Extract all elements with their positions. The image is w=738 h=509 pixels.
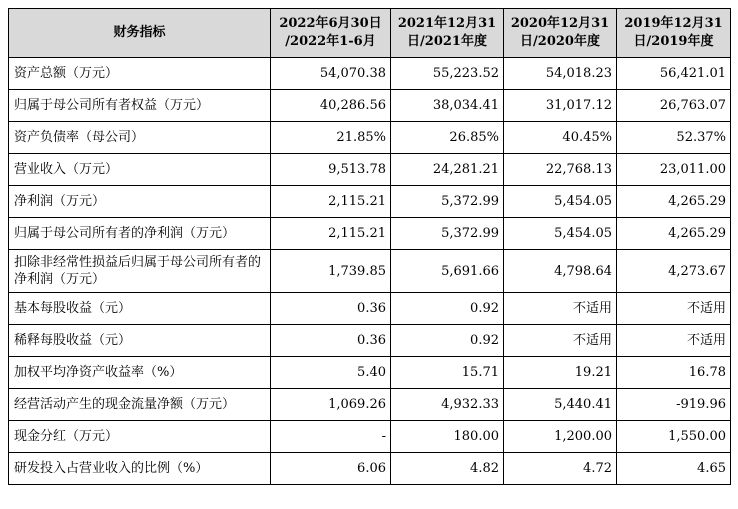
table-cell-value: 6.06: [271, 453, 391, 485]
table-cell-value: 4,273.67: [617, 250, 731, 293]
table-cell-value: 21.85%: [271, 122, 391, 154]
table-cell-value: 38,034.41: [391, 90, 504, 122]
table-cell-value: 4,932.33: [391, 389, 504, 421]
table-cell-value: 0.36: [271, 293, 391, 325]
table-cell-value: 2,115.21: [271, 218, 391, 250]
table-cell-value: 26.85%: [391, 122, 504, 154]
header-2022-h1: [271, 9, 391, 58]
financial-indicators-table-wrap: [8, 8, 731, 485]
table-cell-value: 15.71: [391, 357, 504, 389]
column-header-line: /2022年1-6月: [285, 34, 376, 49]
table-cell-value: 16.78: [617, 357, 731, 389]
table-cell-value: 9,513.78: [271, 154, 391, 186]
table-cell-value: 180.00: [391, 421, 504, 453]
table-cell-value: 55,223.52: [391, 58, 504, 90]
table-cell-value: 4.82: [391, 453, 504, 485]
table-cell-value: 4.65: [617, 453, 731, 485]
column-header-line: 日/2019年度: [633, 34, 714, 49]
table-cell-value: 40.45%: [504, 122, 617, 154]
column-header-line: 2022年6月30日: [279, 16, 382, 31]
column-header-line: 2020年12月31: [510, 16, 610, 31]
table-cell-value: -919.96: [617, 389, 731, 421]
row-label: 稀释每股收益（元）: [9, 325, 271, 357]
table-cell-value: 5,372.99: [391, 186, 504, 218]
table-row: [9, 58, 731, 90]
table-cell-value: 24,281.21: [391, 154, 504, 186]
table-row: [9, 293, 731, 325]
table-header: [9, 9, 731, 58]
table-row: [9, 90, 731, 122]
table-cell-value: 1,069.26: [271, 389, 391, 421]
table-cell-value: 31,017.12: [504, 90, 617, 122]
table-cell-value: -: [271, 421, 391, 453]
column-header-line: 日/2021年度: [407, 34, 487, 49]
row-label: 经营活动产生的现金流量净额（万元）: [9, 389, 271, 421]
header-financial-indicator: [9, 9, 271, 58]
table-row: [9, 389, 731, 421]
row-label: 营业收入（万元）: [9, 154, 271, 186]
table-cell-value: 5,454.05: [504, 218, 617, 250]
table-cell-value: 不适用: [617, 325, 731, 357]
table-cell-value: 4,798.64: [504, 250, 617, 293]
financial-indicators-table: [8, 8, 731, 485]
row-label: 现金分红（万元）: [9, 421, 271, 453]
row-label: 归属于母公司所有者权益（万元）: [9, 90, 271, 122]
table-row: [9, 154, 731, 186]
table-cell-value: 不适用: [504, 293, 617, 325]
table-row: [9, 250, 731, 293]
table-cell-value: 52.37%: [617, 122, 731, 154]
column-header-line: 2021年12月31: [397, 16, 497, 31]
table-row: [9, 453, 731, 485]
row-label: 资产负债率（母公司）: [9, 122, 271, 154]
table-cell-value: 2,115.21: [271, 186, 391, 218]
table-row: [9, 325, 731, 357]
table-cell-value: 19.21: [504, 357, 617, 389]
table-cell-value: 4,265.29: [617, 218, 731, 250]
table-body: [9, 58, 731, 485]
table-cell-value: 40,286.56: [271, 90, 391, 122]
row-label: 研发投入占营业收入的比例（%）: [9, 453, 271, 485]
table-row: [9, 421, 731, 453]
table-cell-value: 5,454.05: [504, 186, 617, 218]
table-cell-value: 23,011.00: [617, 154, 731, 186]
table-row: [9, 218, 731, 250]
row-label: 加权平均净资产收益率（%）: [9, 357, 271, 389]
header-row: [9, 9, 731, 58]
table-row: [9, 186, 731, 218]
column-header-line: 财务指标: [113, 25, 166, 40]
table-cell-value: 不适用: [617, 293, 731, 325]
table-cell-value: 1,200.00: [504, 421, 617, 453]
table-cell-value: 22,768.13: [504, 154, 617, 186]
header-2021: [391, 9, 504, 58]
table-cell-value: 1,550.00: [617, 421, 731, 453]
table-cell-value: 54,018.23: [504, 58, 617, 90]
table-cell-value: 4.72: [504, 453, 617, 485]
table-cell-value: 26,763.07: [617, 90, 731, 122]
table-cell-value: 5.40: [271, 357, 391, 389]
table-cell-value: 0.92: [391, 325, 504, 357]
header-2019: [617, 9, 731, 58]
table-cell-value: 56,421.01: [617, 58, 731, 90]
table-cell-value: 不适用: [504, 325, 617, 357]
table-row: [9, 357, 731, 389]
row-label: 净利润（万元）: [9, 186, 271, 218]
header-2020: [504, 9, 617, 58]
table-cell-value: 54,070.38: [271, 58, 391, 90]
row-label: 基本每股收益（元）: [9, 293, 271, 325]
table-cell-value: 5,372.99: [391, 218, 504, 250]
table-cell-value: 4,265.29: [617, 186, 731, 218]
row-label: 资产总额（万元）: [9, 58, 271, 90]
column-header-line: 日/2020年度: [520, 34, 600, 49]
table-cell-value: 5,691.66: [391, 250, 504, 293]
table-cell-value: 1,739.85: [271, 250, 391, 293]
column-header-line: 2019年12月31: [624, 16, 723, 31]
row-label: 归属于母公司所有者的净利润（万元）: [9, 218, 271, 250]
row-label: 扣除非经常性损益后归属于母公司所有者的净利润（万元）: [9, 250, 271, 293]
table-cell-value: 5,440.41: [504, 389, 617, 421]
table-cell-value: 0.36: [271, 325, 391, 357]
table-cell-value: 0.92: [391, 293, 504, 325]
table-row: [9, 122, 731, 154]
